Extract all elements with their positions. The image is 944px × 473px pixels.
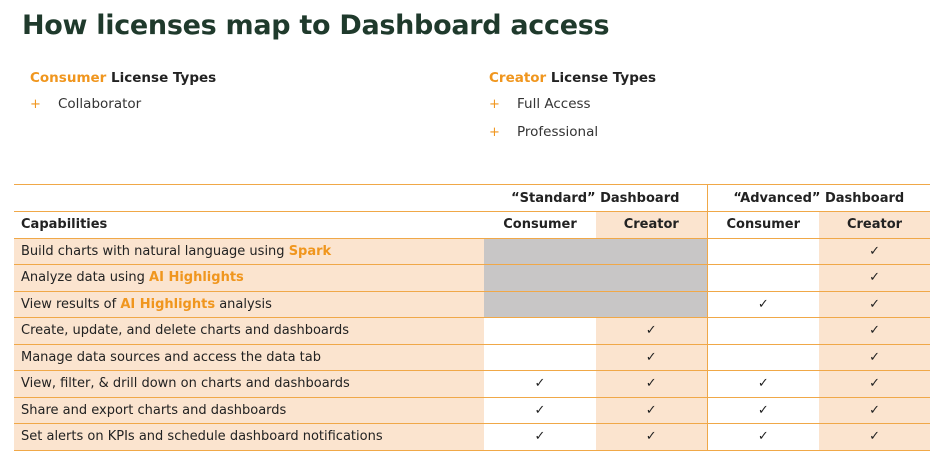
advanced-creator-header: Creator xyxy=(819,212,930,239)
not-available-cell xyxy=(484,291,707,318)
advanced-creator-cell xyxy=(819,424,930,451)
advanced-consumer-cell xyxy=(707,371,819,398)
capability-label xyxy=(14,371,484,398)
standard-dashboard-header: “Standard” Dashboard xyxy=(484,185,707,212)
check-icon: ✓ xyxy=(869,296,880,312)
plus-icon: + xyxy=(489,97,500,112)
feature-highlight: AI Highlights xyxy=(149,270,244,286)
advanced-creator-cell xyxy=(819,397,930,424)
capability-text: Manage data sources and access the data tab xyxy=(21,349,321,365)
capability-text-suffix: analysis xyxy=(215,296,272,312)
column-header-row xyxy=(14,212,930,239)
advanced-dashboard-header: “Advanced” Dashboard xyxy=(707,185,930,212)
standard-creator-cell xyxy=(596,318,707,345)
advanced-consumer-cell xyxy=(707,238,819,265)
table-row xyxy=(14,291,930,318)
check-icon: ✓ xyxy=(869,323,880,339)
advanced-consumer-cell xyxy=(707,344,819,371)
advanced-creator-cell xyxy=(819,265,930,292)
table-row xyxy=(14,318,930,345)
standard-creator-header: Creator xyxy=(596,212,707,239)
advanced-creator-cell xyxy=(819,344,930,371)
check-icon: ✓ xyxy=(757,376,769,392)
check-icon: ✓ xyxy=(645,402,657,418)
license-item-label: Full Access xyxy=(517,96,591,112)
group-header-row xyxy=(14,185,930,212)
advanced-creator-cell xyxy=(819,291,930,318)
advanced-consumer-cell xyxy=(707,265,819,292)
license-item-collaborator xyxy=(30,94,216,122)
capability-text: Share and export charts and dashboards xyxy=(21,402,287,418)
page-title: How licenses map to Dashboard access xyxy=(22,10,610,41)
advanced-creator-cell xyxy=(819,371,930,398)
capability-text: View, filter, & drill down on charts and dashboards xyxy=(21,376,350,392)
standard-creator-cell xyxy=(596,397,707,424)
feature-highlight: Spark xyxy=(288,243,332,259)
table-row xyxy=(14,397,930,424)
creator-accent-label: Creator xyxy=(489,70,547,86)
check-icon: ✓ xyxy=(869,270,880,286)
plus-icon: + xyxy=(489,125,500,140)
capability-label xyxy=(14,291,484,318)
check-icon: ✓ xyxy=(534,376,546,392)
table-row xyxy=(14,371,930,398)
standard-creator-cell xyxy=(596,371,707,398)
standard-consumer-cell xyxy=(484,344,596,371)
standard-consumer-cell xyxy=(484,424,596,451)
check-icon: ✓ xyxy=(869,402,880,418)
empty-header-cell xyxy=(14,185,484,212)
plus-icon: + xyxy=(30,97,41,112)
license-item-label: Professional xyxy=(517,124,599,140)
consumer-license-types xyxy=(30,70,216,122)
license-item-label: Collaborator xyxy=(58,96,142,112)
standard-consumer-cell xyxy=(484,397,596,424)
advanced-consumer-cell xyxy=(707,318,819,345)
capability-text: View results of xyxy=(21,296,121,312)
check-icon: ✓ xyxy=(645,323,657,339)
creator-license-heading xyxy=(489,70,656,86)
table-row xyxy=(14,238,930,265)
check-icon: ✓ xyxy=(757,429,769,445)
not-available-cell xyxy=(484,265,707,292)
creator-heading-rest: License Types xyxy=(546,70,657,86)
standard-consumer-cell xyxy=(484,318,596,345)
creator-license-types xyxy=(489,70,656,150)
check-icon: ✓ xyxy=(534,402,546,418)
feature-highlight: AI Highlights xyxy=(120,296,216,312)
capability-label xyxy=(14,397,484,424)
capability-label xyxy=(14,424,484,451)
check-icon: ✓ xyxy=(869,349,880,365)
capabilities-table xyxy=(14,184,930,451)
capabilities-header: Capabilities xyxy=(14,212,484,239)
capability-text: Build charts with natural language using xyxy=(21,243,289,259)
check-icon: ✓ xyxy=(645,376,657,392)
capability-text: Create, update, and delete charts and dashboards xyxy=(21,323,350,339)
capability-label xyxy=(14,344,484,371)
consumer-license-heading xyxy=(30,70,216,86)
capability-text: Set alerts on KPIs and schedule dashboard notifications xyxy=(21,429,383,445)
advanced-creator-cell xyxy=(819,238,930,265)
check-icon: ✓ xyxy=(757,402,769,418)
advanced-consumer-cell xyxy=(707,291,819,318)
capability-label xyxy=(14,238,484,265)
consumer-accent-label: Consumer xyxy=(30,70,107,86)
license-item-full-access xyxy=(489,94,656,122)
capability-label xyxy=(14,318,484,345)
not-available-cell xyxy=(484,238,707,265)
standard-creator-cell xyxy=(596,344,707,371)
check-icon: ✓ xyxy=(869,376,880,392)
table-row xyxy=(14,265,930,292)
advanced-consumer-cell xyxy=(707,397,819,424)
check-icon: ✓ xyxy=(645,429,657,445)
check-icon: ✓ xyxy=(534,429,546,445)
advanced-consumer-header: Consumer xyxy=(707,212,819,239)
license-item-professional xyxy=(489,122,656,150)
consumer-heading-rest: License Types xyxy=(106,70,217,86)
advanced-consumer-cell xyxy=(707,424,819,451)
table-row xyxy=(14,424,930,451)
standard-creator-cell xyxy=(596,424,707,451)
check-icon: ✓ xyxy=(869,243,880,259)
check-icon: ✓ xyxy=(869,429,880,445)
check-icon: ✓ xyxy=(645,349,657,365)
standard-consumer-cell xyxy=(484,371,596,398)
check-icon: ✓ xyxy=(757,296,769,312)
standard-consumer-header: Consumer xyxy=(484,212,596,239)
capability-label xyxy=(14,265,484,292)
capability-text: Analyze data using xyxy=(21,270,150,286)
table-row xyxy=(14,344,930,371)
advanced-creator-cell xyxy=(819,318,930,345)
